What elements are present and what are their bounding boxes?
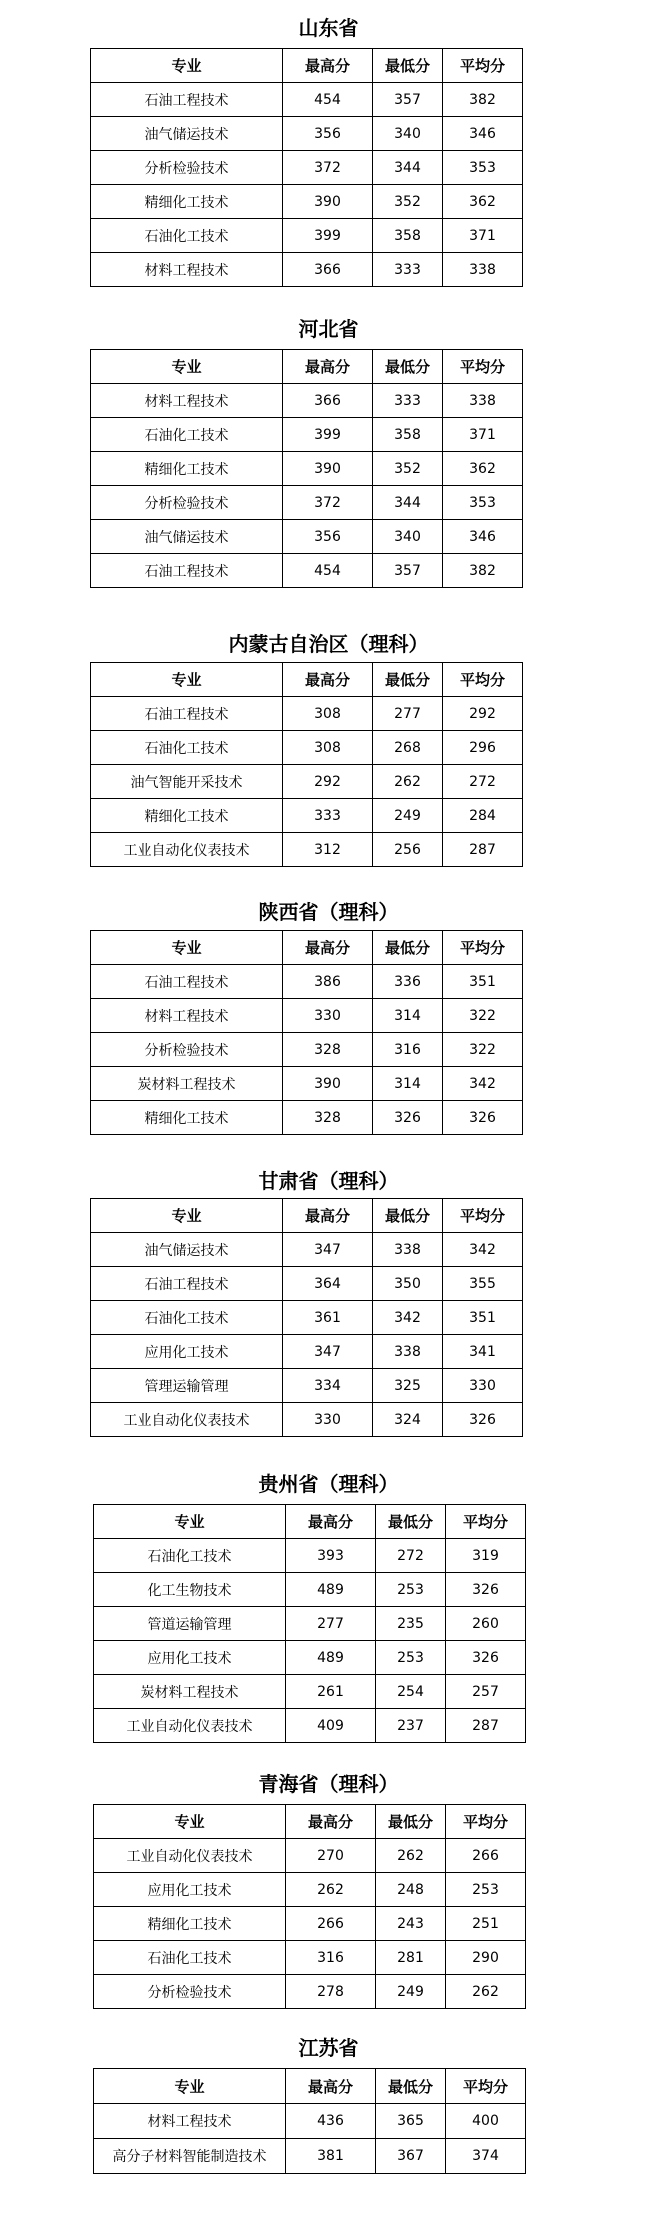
header-min: 最低分 [373, 1199, 443, 1233]
max-score-cell: 330 [283, 999, 373, 1033]
header-avg: 平均分 [443, 350, 523, 384]
avg-score-cell: 326 [443, 1403, 523, 1437]
max-score-cell: 399 [283, 418, 373, 452]
max-score-cell: 489 [286, 1573, 376, 1607]
major-cell: 精细化工技术 [91, 1101, 283, 1135]
major-cell: 精细化工技术 [91, 452, 283, 486]
avg-score-cell: 296 [443, 731, 523, 765]
max-score-cell: 454 [283, 554, 373, 588]
major-cell: 油气智能开采技术 [91, 765, 283, 799]
min-score-cell: 253 [376, 1641, 446, 1675]
table-header-row [91, 1199, 523, 1233]
min-score-cell: 342 [373, 1301, 443, 1335]
avg-score-cell: 342 [443, 1233, 523, 1267]
major-cell: 工业自动化仪表技术 [94, 1709, 286, 1743]
avg-score-cell: 322 [443, 1033, 523, 1067]
min-score-cell: 248 [376, 1873, 446, 1907]
header-max: 最高分 [283, 350, 373, 384]
major-cell: 材料工程技术 [94, 2104, 286, 2139]
table-row [91, 151, 523, 185]
max-score-cell: 292 [283, 765, 373, 799]
min-score-cell: 316 [373, 1033, 443, 1067]
avg-score-cell: 319 [446, 1539, 526, 1573]
header-avg: 平均分 [443, 931, 523, 965]
score-table [90, 1198, 523, 1437]
min-score-cell: 340 [373, 117, 443, 151]
avg-score-cell: 251 [446, 1907, 526, 1941]
avg-score-cell: 355 [443, 1267, 523, 1301]
score-table [90, 662, 523, 867]
major-cell: 应用化工技术 [94, 1873, 286, 1907]
province-title: 内蒙古自治区（理科） [228, 632, 429, 656]
table-row [94, 1641, 526, 1675]
min-score-cell: 357 [373, 83, 443, 117]
avg-score-cell: 342 [443, 1067, 523, 1101]
avg-score-cell: 353 [443, 486, 523, 520]
table-row [91, 1067, 523, 1101]
header-max: 最高分 [283, 49, 373, 83]
major-cell: 石油化工技术 [94, 1539, 286, 1573]
table-header-row [91, 350, 523, 384]
avg-score-cell: 400 [446, 2104, 526, 2139]
min-score-cell: 281 [376, 1941, 446, 1975]
min-score-cell: 333 [373, 253, 443, 287]
avg-score-cell: 287 [446, 1709, 526, 1743]
score-table [93, 2068, 526, 2174]
min-score-cell: 352 [373, 452, 443, 486]
avg-score-cell: 260 [446, 1607, 526, 1641]
major-cell: 化工生物技术 [94, 1573, 286, 1607]
header-avg: 平均分 [443, 49, 523, 83]
score-table [90, 48, 523, 287]
table-header-row [94, 2069, 526, 2104]
min-score-cell: 262 [376, 1839, 446, 1873]
table-row [91, 799, 523, 833]
avg-score-cell: 292 [443, 697, 523, 731]
table-row [91, 83, 523, 117]
avg-score-cell: 362 [443, 185, 523, 219]
max-score-cell: 399 [283, 219, 373, 253]
table-header-row [91, 49, 523, 83]
max-score-cell: 366 [283, 253, 373, 287]
min-score-cell: 237 [376, 1709, 446, 1743]
major-cell: 分析检验技术 [91, 1033, 283, 1067]
max-score-cell: 356 [283, 117, 373, 151]
min-score-cell: 344 [373, 151, 443, 185]
avg-score-cell: 326 [443, 1101, 523, 1135]
header-major: 专业 [94, 1805, 286, 1839]
max-score-cell: 316 [286, 1941, 376, 1975]
header-major: 专业 [91, 350, 283, 384]
avg-score-cell: 346 [443, 117, 523, 151]
table-row [91, 219, 523, 253]
avg-score-cell: 262 [446, 1975, 526, 2009]
avg-score-cell: 338 [443, 384, 523, 418]
max-score-cell: 386 [283, 965, 373, 999]
header-major: 专业 [94, 2069, 286, 2104]
header-min: 最低分 [373, 49, 443, 83]
major-cell: 石油工程技术 [91, 1267, 283, 1301]
max-score-cell: 308 [283, 697, 373, 731]
max-score-cell: 328 [283, 1033, 373, 1067]
header-major: 专业 [91, 49, 283, 83]
table-row [94, 1539, 526, 1573]
max-score-cell: 330 [283, 1403, 373, 1437]
min-score-cell: 249 [376, 1975, 446, 2009]
min-score-cell: 333 [373, 384, 443, 418]
province-title: 青海省（理科） [258, 1772, 399, 1796]
major-cell: 分析检验技术 [94, 1975, 286, 2009]
major-cell: 分析检验技术 [91, 151, 283, 185]
min-score-cell: 243 [376, 1907, 446, 1941]
min-score-cell: 314 [373, 1067, 443, 1101]
avg-score-cell: 371 [443, 219, 523, 253]
table-row [94, 1607, 526, 1641]
header-min: 最低分 [373, 663, 443, 697]
major-cell: 应用化工技术 [91, 1335, 283, 1369]
max-score-cell: 347 [283, 1233, 373, 1267]
header-major: 专业 [91, 931, 283, 965]
avg-score-cell: 330 [443, 1369, 523, 1403]
header-avg: 平均分 [443, 1199, 523, 1233]
score-table [93, 1504, 526, 1743]
table-header-row [94, 1805, 526, 1839]
max-score-cell: 366 [283, 384, 373, 418]
avg-score-cell: 322 [443, 999, 523, 1033]
major-cell: 油气储运技术 [91, 520, 283, 554]
avg-score-cell: 346 [443, 520, 523, 554]
table-row [91, 1233, 523, 1267]
table-row [91, 833, 523, 867]
min-score-cell: 358 [373, 418, 443, 452]
major-cell: 管道运输管理 [94, 1607, 286, 1641]
table-row [91, 117, 523, 151]
table-row [94, 1941, 526, 1975]
max-score-cell: 277 [286, 1607, 376, 1641]
header-max: 最高分 [283, 931, 373, 965]
min-score-cell: 358 [373, 219, 443, 253]
header-avg: 平均分 [446, 1505, 526, 1539]
max-score-cell: 454 [283, 83, 373, 117]
table-row [91, 384, 523, 418]
min-score-cell: 314 [373, 999, 443, 1033]
max-score-cell: 262 [286, 1873, 376, 1907]
major-cell: 材料工程技术 [91, 384, 283, 418]
header-min: 最低分 [376, 1805, 446, 1839]
min-score-cell: 256 [373, 833, 443, 867]
table-row [94, 1709, 526, 1743]
major-cell: 石油化工技术 [91, 219, 283, 253]
avg-score-cell: 266 [446, 1839, 526, 1873]
table-header-row [91, 663, 523, 697]
major-cell: 油气储运技术 [91, 1233, 283, 1267]
min-score-cell: 344 [373, 486, 443, 520]
avg-score-cell: 326 [446, 1641, 526, 1675]
table-row [91, 1033, 523, 1067]
avg-score-cell: 353 [443, 151, 523, 185]
province-title: 甘肃省（理科） [258, 1169, 399, 1193]
min-score-cell: 326 [373, 1101, 443, 1135]
score-table [90, 930, 523, 1135]
province-title: 陕西省（理科） [258, 900, 399, 924]
header-max: 最高分 [283, 1199, 373, 1233]
major-cell: 精细化工技术 [94, 1907, 286, 1941]
avg-score-cell: 351 [443, 965, 523, 999]
table-row [94, 2104, 526, 2139]
province-title: 贵州省（理科） [258, 1472, 399, 1496]
avg-score-cell: 371 [443, 418, 523, 452]
table-row [91, 554, 523, 588]
max-score-cell: 328 [283, 1101, 373, 1135]
min-score-cell: 272 [376, 1539, 446, 1573]
major-cell: 工业自动化仪表技术 [91, 833, 283, 867]
header-max: 最高分 [286, 2069, 376, 2104]
max-score-cell: 278 [286, 1975, 376, 2009]
avg-score-cell: 272 [443, 765, 523, 799]
min-score-cell: 338 [373, 1335, 443, 1369]
min-score-cell: 357 [373, 554, 443, 588]
max-score-cell: 312 [283, 833, 373, 867]
avg-score-cell: 253 [446, 1873, 526, 1907]
max-score-cell: 393 [286, 1539, 376, 1573]
province-title: 河北省 [298, 317, 359, 341]
major-cell: 炭材料工程技术 [91, 1067, 283, 1101]
major-cell: 石油化工技术 [91, 731, 283, 765]
max-score-cell: 364 [283, 1267, 373, 1301]
min-score-cell: 262 [373, 765, 443, 799]
avg-score-cell: 382 [443, 83, 523, 117]
table-row [91, 1403, 523, 1437]
table-row [91, 999, 523, 1033]
header-min: 最低分 [373, 350, 443, 384]
header-major: 专业 [91, 1199, 283, 1233]
min-score-cell: 338 [373, 1233, 443, 1267]
max-score-cell: 266 [286, 1907, 376, 1941]
table-row [91, 418, 523, 452]
avg-score-cell: 287 [443, 833, 523, 867]
min-score-cell: 324 [373, 1403, 443, 1437]
avg-score-cell: 341 [443, 1335, 523, 1369]
score-table [90, 349, 523, 588]
max-score-cell: 372 [283, 486, 373, 520]
major-cell: 石油工程技术 [91, 697, 283, 731]
header-max: 最高分 [286, 1505, 376, 1539]
min-score-cell: 325 [373, 1369, 443, 1403]
avg-score-cell: 284 [443, 799, 523, 833]
table-row [91, 520, 523, 554]
major-cell: 石油工程技术 [91, 554, 283, 588]
max-score-cell: 333 [283, 799, 373, 833]
min-score-cell: 235 [376, 1607, 446, 1641]
avg-score-cell: 338 [443, 253, 523, 287]
header-min: 最低分 [376, 2069, 446, 2104]
major-cell: 分析检验技术 [91, 486, 283, 520]
header-min: 最低分 [373, 931, 443, 965]
min-score-cell: 367 [376, 2139, 446, 2174]
table-header-row [94, 1505, 526, 1539]
table-row [94, 1573, 526, 1607]
major-cell: 材料工程技术 [91, 999, 283, 1033]
table-row [91, 765, 523, 799]
major-cell: 炭材料工程技术 [94, 1675, 286, 1709]
header-major: 专业 [94, 1505, 286, 1539]
table-row [91, 965, 523, 999]
max-score-cell: 409 [286, 1709, 376, 1743]
max-score-cell: 372 [283, 151, 373, 185]
max-score-cell: 390 [283, 452, 373, 486]
table-row [91, 1101, 523, 1135]
major-cell: 高分子材料智能制造技术 [94, 2139, 286, 2174]
table-row [91, 697, 523, 731]
max-score-cell: 347 [283, 1335, 373, 1369]
table-row [94, 1907, 526, 1941]
major-cell: 石油化工技术 [91, 1301, 283, 1335]
max-score-cell: 356 [283, 520, 373, 554]
table-row [94, 1873, 526, 1907]
max-score-cell: 390 [283, 185, 373, 219]
table-row [91, 1335, 523, 1369]
avg-score-cell: 326 [446, 1573, 526, 1607]
min-score-cell: 365 [376, 2104, 446, 2139]
table-row [94, 1675, 526, 1709]
table-row [91, 1301, 523, 1335]
header-min: 最低分 [376, 1505, 446, 1539]
major-cell: 工业自动化仪表技术 [91, 1403, 283, 1437]
major-cell: 油气储运技术 [91, 117, 283, 151]
max-score-cell: 489 [286, 1641, 376, 1675]
min-score-cell: 249 [373, 799, 443, 833]
table-row [91, 486, 523, 520]
max-score-cell: 390 [283, 1067, 373, 1101]
header-max: 最高分 [283, 663, 373, 697]
header-max: 最高分 [286, 1805, 376, 1839]
score-table [93, 1804, 526, 2009]
major-cell: 材料工程技术 [91, 253, 283, 287]
table-row [91, 731, 523, 765]
table-row [94, 1975, 526, 2009]
min-score-cell: 350 [373, 1267, 443, 1301]
max-score-cell: 436 [286, 2104, 376, 2139]
header-avg: 平均分 [446, 2069, 526, 2104]
major-cell: 石油工程技术 [91, 83, 283, 117]
avg-score-cell: 374 [446, 2139, 526, 2174]
max-score-cell: 270 [286, 1839, 376, 1873]
major-cell: 工业自动化仪表技术 [94, 1839, 286, 1873]
max-score-cell: 308 [283, 731, 373, 765]
major-cell: 石油工程技术 [91, 965, 283, 999]
major-cell: 精细化工技术 [91, 185, 283, 219]
max-score-cell: 381 [286, 2139, 376, 2174]
major-cell: 管理运输管理 [91, 1369, 283, 1403]
header-major: 专业 [91, 663, 283, 697]
min-score-cell: 352 [373, 185, 443, 219]
table-row [91, 1369, 523, 1403]
header-avg: 平均分 [446, 1805, 526, 1839]
province-title: 山东省 [298, 16, 359, 40]
max-score-cell: 261 [286, 1675, 376, 1709]
header-avg: 平均分 [443, 663, 523, 697]
table-row [91, 452, 523, 486]
table-row [94, 2139, 526, 2174]
min-score-cell: 336 [373, 965, 443, 999]
avg-score-cell: 290 [446, 1941, 526, 1975]
min-score-cell: 268 [373, 731, 443, 765]
table-row [94, 1839, 526, 1873]
min-score-cell: 340 [373, 520, 443, 554]
avg-score-cell: 257 [446, 1675, 526, 1709]
province-title: 江苏省 [298, 2036, 359, 2060]
min-score-cell: 253 [376, 1573, 446, 1607]
major-cell: 精细化工技术 [91, 799, 283, 833]
table-row [91, 185, 523, 219]
table-row [91, 253, 523, 287]
min-score-cell: 254 [376, 1675, 446, 1709]
table-header-row [91, 931, 523, 965]
avg-score-cell: 351 [443, 1301, 523, 1335]
avg-score-cell: 382 [443, 554, 523, 588]
avg-score-cell: 362 [443, 452, 523, 486]
max-score-cell: 361 [283, 1301, 373, 1335]
max-score-cell: 334 [283, 1369, 373, 1403]
major-cell: 石油化工技术 [94, 1941, 286, 1975]
table-row [91, 1267, 523, 1301]
major-cell: 应用化工技术 [94, 1641, 286, 1675]
min-score-cell: 277 [373, 697, 443, 731]
major-cell: 石油化工技术 [91, 418, 283, 452]
